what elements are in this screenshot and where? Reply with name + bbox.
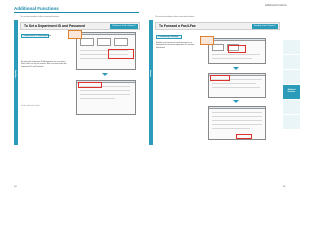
screenshot-row [212,54,260,55]
right-intro-text: This section introduces other convenient features. [155,16,195,18]
right-highlight-box-3 [236,134,252,139]
left-intro-text: This section introduces other convenient features. [20,16,60,18]
screenshot-titlebar [209,39,265,41]
screenshot-row [212,128,250,129]
arrow-down-icon [233,100,239,103]
right-page-number: 55 [283,186,286,188]
right-highlight-box-1 [228,45,246,53]
screenshot-row [212,120,262,121]
thumb-tab[interactable] [283,40,300,55]
right-reference-button[interactable]: Sending Guide Chapter 6 [254,25,276,27]
right-side-tab-label: Faxing [149,70,152,78]
thumb-tab[interactable] [283,70,300,85]
screenshot-titlebar [77,33,135,35]
left-section-title: To Set a Department ID and Password [24,24,85,28]
screenshot-tile [212,44,224,51]
screenshot-row [80,98,115,99]
left-section-header [20,22,140,30]
screenshot-titlebar [209,107,265,109]
left-highlight-box-1 [108,49,134,59]
thumb-tab-label: Additional Functions [287,89,296,93]
thumb-tab[interactable] [283,85,300,100]
right-callout-1 [200,36,214,45]
screenshot-row [212,58,252,59]
screenshot-row [212,83,256,84]
thumb-tab[interactable] [283,115,300,130]
screenshot-row [212,124,262,125]
right-step-label: Forwarding Settings [156,35,182,39]
left-callout-1 [68,30,82,39]
left-highlight-box-2 [78,82,102,88]
running-head: Additional Functions [265,4,287,7]
screenshot-row [80,94,130,95]
left-note: See the e-Manual for details. [21,106,41,107]
right-section-header [155,22,280,30]
arrow-down-icon [233,67,239,70]
left-reference-button[interactable]: Reference Guide Chapter 6 [112,25,136,27]
right-highlight-box-2 [210,75,230,81]
thumb-tab[interactable] [283,100,300,115]
screenshot-row [212,87,260,88]
right-section-title: To Forward a Fax/I-Fax [159,24,196,28]
right-side-tab [149,20,153,145]
title-rule [14,12,139,13]
page-title: Additional Functions [14,6,59,11]
screenshot-tile [114,38,128,46]
right-description: Enables you to forward received documents to a destination that has been registered in the machine beforehand. [156,42,195,49]
left-side-tab [14,20,18,145]
left-step-label: Department ID Management [21,34,49,38]
screenshot-tile [97,38,111,46]
thumb-tab[interactable] [283,55,300,70]
left-description: By setting the Department ID Management, you can restrict which users can use the machine. Each user must enter their Department ID and Password. [21,61,67,68]
screenshot-row [212,112,262,113]
screenshot-row [80,90,130,91]
left-side-tab-label: Copying [14,70,17,79]
arrow-down-icon [102,73,108,76]
left-page-number: 54 [14,186,17,188]
screenshot-row [212,116,262,117]
screenshot-tile [80,38,94,46]
